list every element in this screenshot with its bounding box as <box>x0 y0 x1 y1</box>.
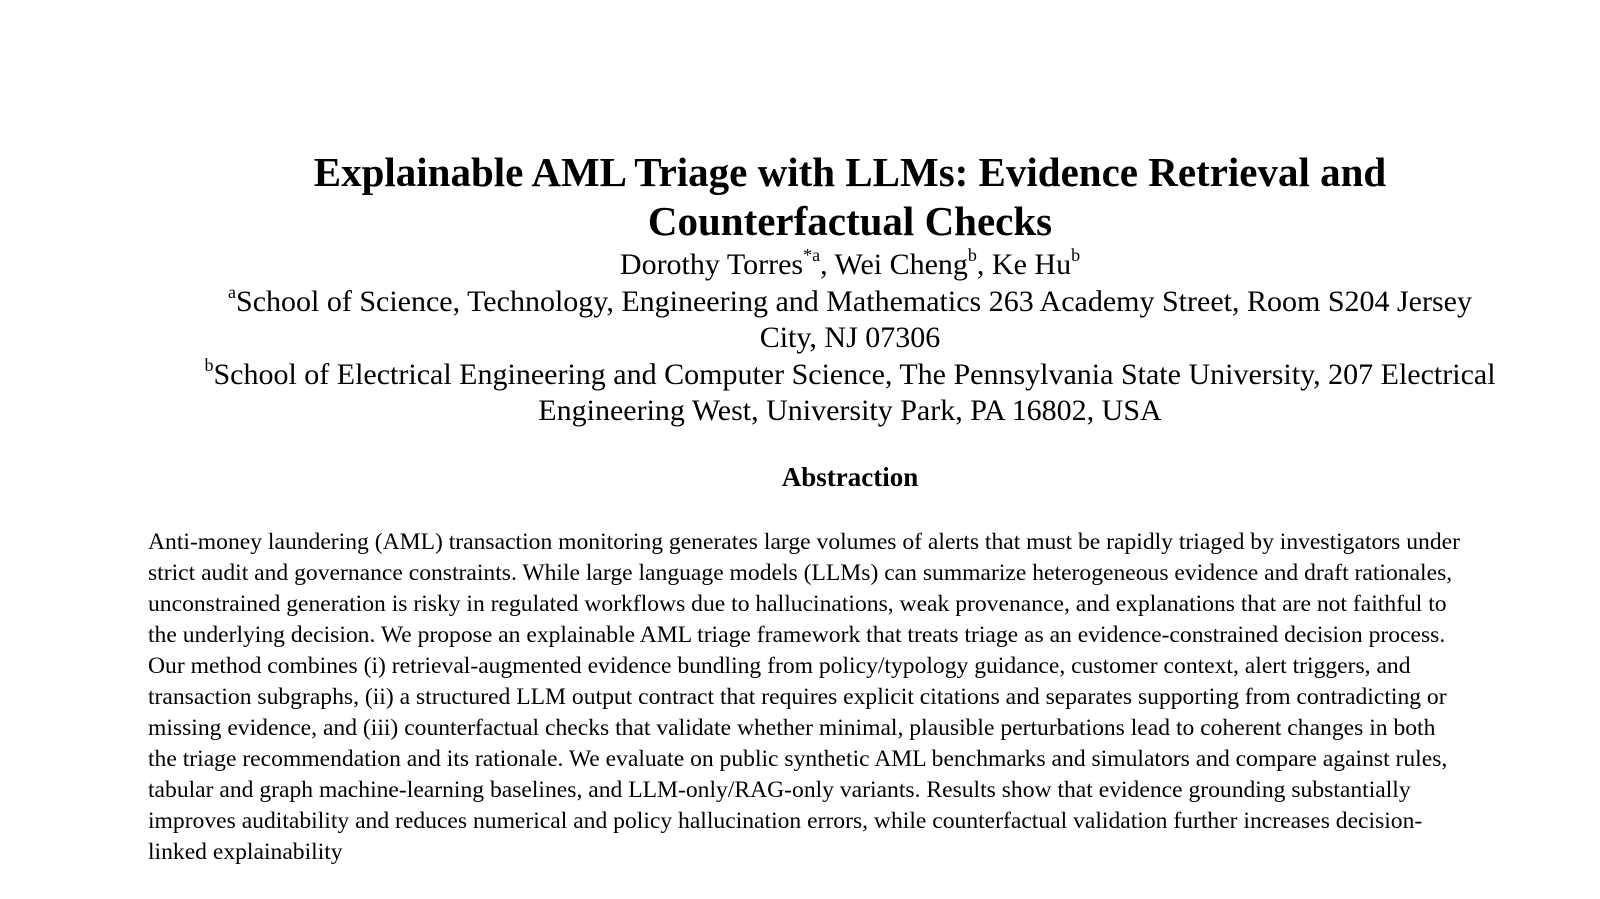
author-separator: , <box>820 248 835 281</box>
author-name: Dorothy Torres <box>619 248 804 281</box>
abstract-heading: Abstraction <box>781 462 919 492</box>
affiliation-b <box>200 357 1500 429</box>
author-name: Ke Hu <box>991 248 1072 281</box>
author-affiliation-mark: *a <box>803 245 821 265</box>
author-name: Wei Cheng <box>834 248 968 281</box>
affiliation-text: School of Electrical Engineering and Computer Science, The Pennsylvania State University, 207 Electrical Engineering West, University Park, PA 16802, USA <box>213 358 1496 427</box>
paper-title: Explainable AML Triage with LLMs: Evidence Retrieval and Counterfactual Checks <box>313 149 1387 244</box>
author-list <box>200 247 1500 283</box>
abstract-body: Anti-money laundering (AML) transaction monitoring generates large volumes of alerts that must be rapidly triaged by investigators under strict audit and governance constraints. While large language models (LLMs) can summarize heterogeneous evidence and draft rationales, unconstrained generation is risky in regulated workflows due to hallucinations, weak provenance, and explanations that are not faithful to the underlying decision. We propose an explainable AML triage framework that treats triage as an evidence-constrained decision process. Our method combines (i) retrieval-augmented evidence bundling from policy/typology guidance, customer context, alert triggers, and transaction subgraphs, (ii) a structured LLM output contract that requires explicit citations and separates supporting from contradicting or missing evidence, and (iii) counterfactual checks that validate whether minimal, plausible perturbations lead to coherent changes in both the triage recommendation and its rationale. We evaluate on public synthetic AML benchmarks and simulators and compare against rules, tabular and graph machine-learning baselines, and LLM-only/RAG-only variants. Results show that evidence grounding substantially improves auditability and reduces numerical and policy hallucination errors, while counterfactual validation further increases decision-linked explainability <box>148 529 1460 865</box>
affiliation-mark: b <box>204 355 214 375</box>
affiliation-text: School of Science, Technology, Engineering and Mathematics 263 Academy Street, Room S204 Jersey City, NJ 07306 <box>236 285 1472 354</box>
author-affiliation-mark: b <box>967 245 977 265</box>
affiliation-mark: a <box>228 282 237 302</box>
affiliation-a <box>200 284 1500 356</box>
author-affiliation-mark: b <box>1071 245 1081 265</box>
author-separator: , <box>976 248 992 281</box>
